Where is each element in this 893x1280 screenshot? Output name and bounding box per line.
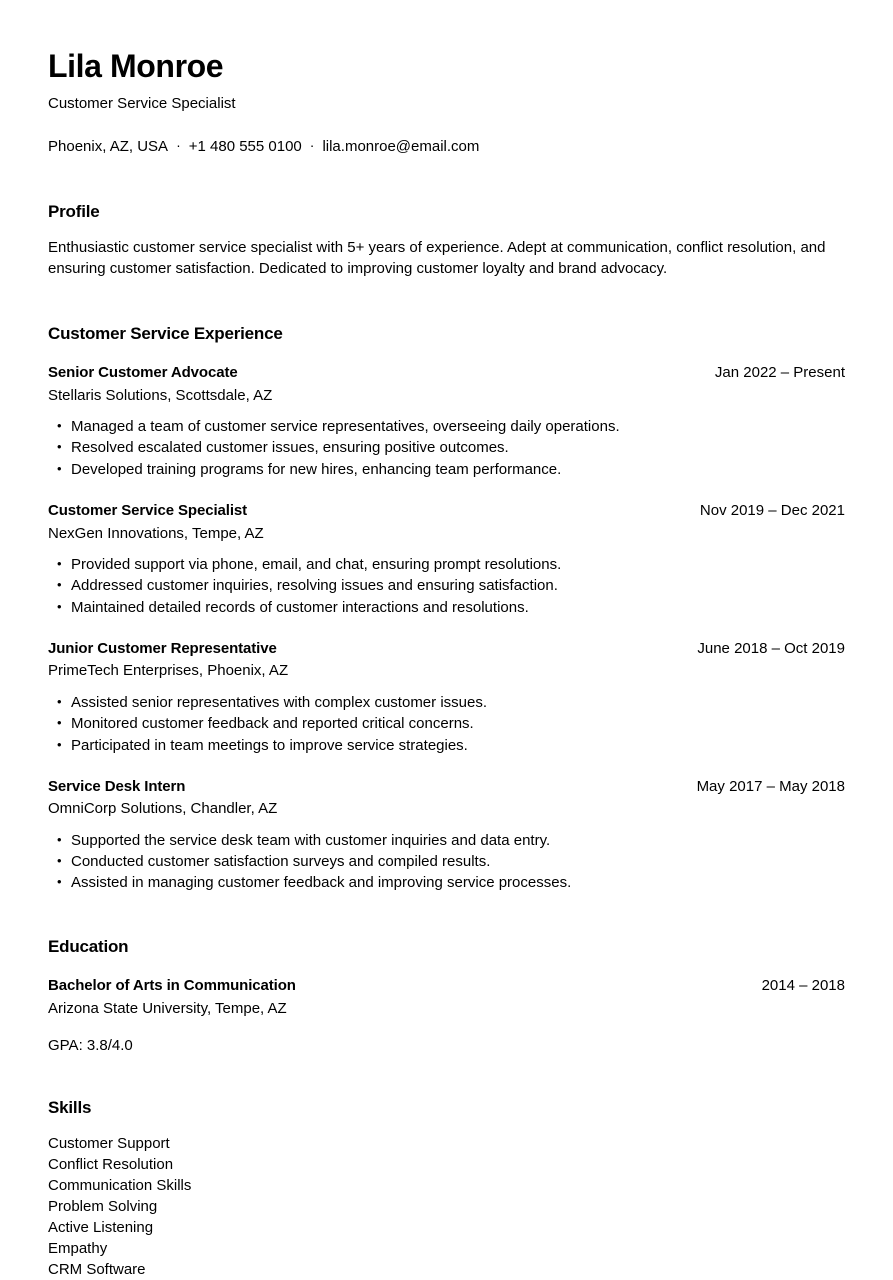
candidate-name: Lila Monroe [48, 48, 224, 84]
section-education [48, 937, 845, 1056]
experience-bullet: • Supported the service desk team with customer inquiries and data entry. [48, 830, 845, 851]
section-experience [48, 324, 845, 894]
education-institution: Arizona State University, Tempe, AZ [48, 999, 287, 1017]
education-dates: 2014 – 2018 [761, 977, 845, 995]
experience-organization: PrimeTech Enterprises, Phoenix, AZ [48, 662, 289, 680]
contact-email[interactable]: lila.monroe@email.com [322, 138, 480, 156]
experience-bullet-list [48, 554, 845, 618]
skill-item: Customer Support [48, 1135, 170, 1153]
section-heading-experience: Customer Service Experience [48, 323, 283, 343]
experience-bullet-list [48, 416, 845, 480]
education-degree: Bachelor of Arts in Communication [48, 977, 296, 995]
resume-content [48, 0, 845, 1280]
education-entry [48, 976, 845, 1056]
experience-entry-header [48, 639, 845, 659]
experience-bullet: • Addressed customer inquiries, resolving issues and ensuring satisfaction. [48, 575, 845, 596]
experience-entry-header [48, 777, 845, 797]
contact-separator-icon: · [309, 137, 315, 154]
section-heading-education: Education [48, 936, 129, 956]
experience-role: Service Desk Intern [48, 777, 186, 795]
section-profile [48, 202, 845, 280]
resume-header [48, 0, 845, 157]
experience-entry [48, 501, 845, 618]
skill-item: Problem Solving [48, 1198, 158, 1216]
profile-summary-text: Enthusiastic customer service specialist with 5+ years of experience. Adept at communication, conflict resolution, and ensuring customer satisfaction. Dedicated to improving customer loyalty and brand advocacy. [48, 239, 826, 278]
experience-role: Senior Customer Advocate [48, 364, 238, 382]
skill-item: CRM Software [48, 1261, 146, 1279]
experience-entry-header [48, 363, 845, 383]
experience-dates: May 2017 – May 2018 [696, 777, 845, 795]
experience-organization: Stellaris Solutions, Scottsdale, AZ [48, 386, 273, 404]
experience-bullet: • Maintained detailed records of customer interactions and resolutions. [48, 597, 845, 618]
contact-separator-icon: · [176, 137, 181, 154]
experience-entry [48, 363, 845, 480]
section-heading-profile: Profile [48, 201, 100, 221]
skill-item: Active Listening [48, 1219, 154, 1237]
education-entry-header [48, 976, 845, 996]
experience-entry [48, 639, 845, 756]
skill-item: Conflict Resolution [48, 1156, 174, 1174]
section-skills [48, 1098, 845, 1280]
skill-item: Empathy [48, 1240, 108, 1258]
experience-entry [48, 777, 845, 894]
experience-dates: Jan 2022 – Present [714, 364, 845, 382]
experience-bullet-list [48, 830, 845, 894]
contact-phone[interactable]: +1 480 555 0100 [188, 138, 302, 156]
experience-entry-header [48, 501, 845, 521]
experience-bullet: • Assisted senior representatives with complex customer issues. [48, 692, 845, 713]
experience-bullet-list [48, 692, 845, 756]
experience-bullet: • Assisted in managing customer feedback and improving service processes. [48, 872, 845, 893]
education-gpa: GPA: 3.8/4.0 [48, 1037, 133, 1055]
experience-dates: June 2018 – Oct 2019 [697, 639, 845, 657]
experience-dates: Nov 2019 – Dec 2021 [699, 502, 845, 520]
experience-role: Customer Service Specialist [48, 502, 248, 520]
contact-line [48, 136, 845, 157]
experience-bullet: • Managed a team of customer service representatives, overseeing daily operations. [48, 416, 845, 437]
experience-organization: NexGen Innovations, Tempe, AZ [48, 524, 264, 542]
experience-role: Junior Customer Representative [48, 639, 277, 657]
experience-bullet: • Participated in team meetings to improve service strategies. [48, 735, 845, 756]
experience-organization: OmniCorp Solutions, Chandler, AZ [48, 800, 278, 818]
candidate-job-title: Customer Service Specialist [48, 94, 236, 112]
contact-location: Phoenix, AZ, USA [48, 138, 169, 156]
experience-bullet: • Monitored customer feedback and reported critical concerns. [48, 713, 845, 734]
experience-bullet: • Resolved escalated customer issues, ensuring positive outcomes. [48, 437, 845, 458]
experience-bullet: • Provided support via phone, email, and chat, ensuring prompt resolutions. [48, 554, 845, 575]
experience-bullet: • Conducted customer satisfaction surveys and compiled results. [48, 851, 845, 872]
skill-item: Communication Skills [48, 1177, 192, 1195]
skills-list [48, 1133, 845, 1280]
section-heading-skills: Skills [48, 1097, 92, 1117]
experience-bullet: • Developed training programs for new hires, enhancing team performance. [48, 459, 845, 480]
